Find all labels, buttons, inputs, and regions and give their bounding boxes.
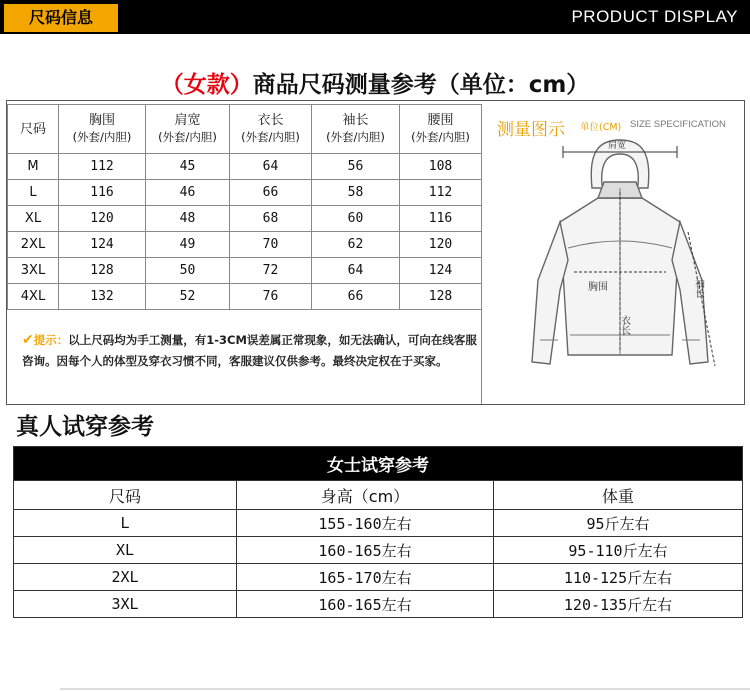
col-header: 体重 <box>494 481 743 510</box>
table-row: 2XL 165-170左右 110-125斤左右 <box>14 564 743 591</box>
bottom-divider <box>60 688 750 690</box>
product-display-label: PRODUCT DISPLAY <box>571 7 738 26</box>
title-main: 商品尺码测量参考（单位：cm） <box>252 72 590 98</box>
tip-text <box>22 330 482 372</box>
diagram-spec: SIZE SPECIFICATION <box>630 119 726 130</box>
size-table-header <box>8 105 482 154</box>
col-header: 胸围 (外套/内胆) <box>59 105 146 154</box>
table-row: L 155-160左右 95斤左右 <box>14 510 743 537</box>
tip-body: 以上尺码均为手工测量，有1-3CM误差属正常现象，如无法确认，可向在线客服咨询。因每个人的体型及穿衣习惯不同，客服建议仅供参考。最终决定权在于买家。 <box>22 333 477 368</box>
chest-label: 胸围 <box>588 282 608 293</box>
table-row: 3XL 128 50 72 64 124 <box>8 258 482 284</box>
sleeve-label: 袖长 <box>692 278 704 298</box>
section-title: 真人试穿参考 <box>16 414 154 440</box>
page-title <box>0 66 750 99</box>
size-info-tag: 尺码信息 <box>4 4 118 32</box>
diagram-title: 测量图示 <box>497 120 565 140</box>
tryon-table-title: 女士试穿参考 <box>14 447 743 481</box>
table-row: 2XL 124 49 70 62 120 <box>8 232 482 258</box>
table-row: 4XL 132 52 76 66 128 <box>8 284 482 310</box>
title-prefix: （女款） <box>160 72 253 98</box>
col-header: 身高（cm） <box>237 481 494 510</box>
diagram-unit: 单位(CM) <box>580 122 622 133</box>
jacket-diagram <box>520 130 720 385</box>
table-row: XL 160-165左右 95-110斤左右 <box>14 537 743 564</box>
check-icon: ✔ <box>22 332 34 348</box>
col-header: 尺码 <box>14 481 237 510</box>
header-bar <box>0 0 750 34</box>
col-header: 腰围 (外套/内胆) <box>400 105 482 154</box>
col-header: 衣长 (外套/内胆) <box>230 105 312 154</box>
table-row: L 116 46 66 58 112 <box>8 180 482 206</box>
table-row: M 112 45 64 56 108 <box>8 154 482 180</box>
col-header: 尺码 <box>8 105 59 154</box>
shoulder-label: 肩宽 <box>608 141 627 151</box>
tryon-table <box>13 446 743 618</box>
col-header: 肩宽 (外套/内胆) <box>146 105 230 154</box>
table-row: XL 120 48 68 60 116 <box>8 206 482 232</box>
size-table <box>7 104 482 310</box>
tip-label: 提示： <box>33 333 69 347</box>
length-label: 衣长 <box>618 315 630 335</box>
col-header: 袖长 (外套/内胆) <box>312 105 400 154</box>
tryon-header-row <box>14 481 743 510</box>
table-row: 3XL 160-165左右 120-135斤左右 <box>14 591 743 618</box>
